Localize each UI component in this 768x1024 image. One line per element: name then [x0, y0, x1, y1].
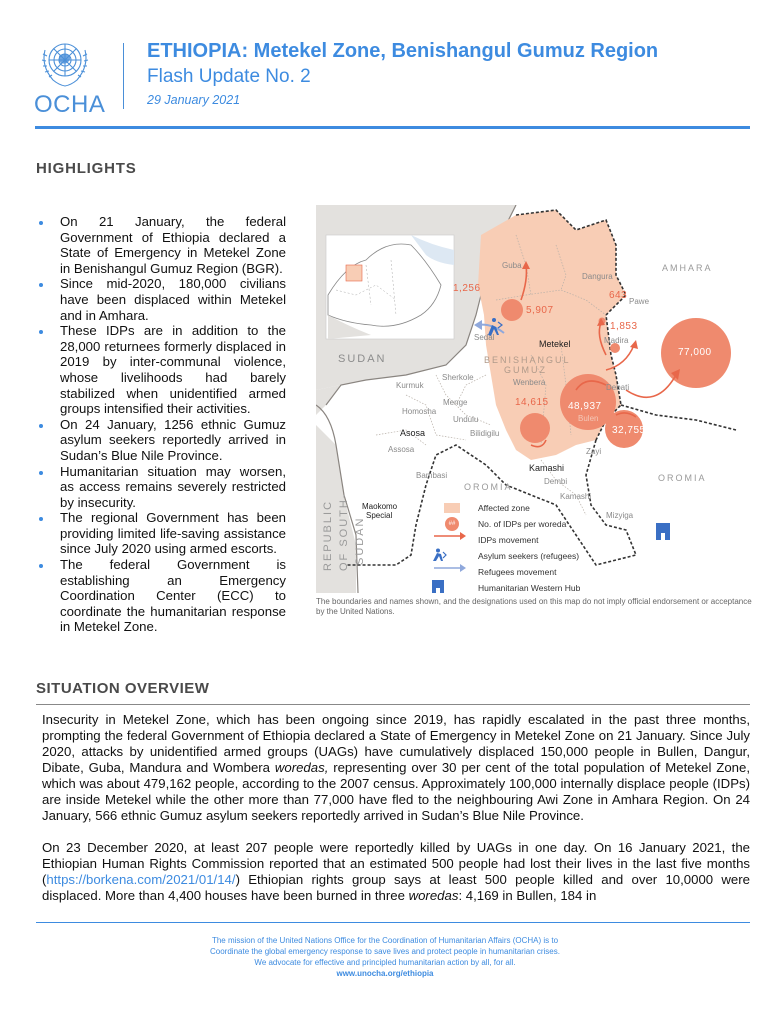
- publication-date: 29 January 2021: [147, 93, 241, 107]
- label-guba: Guba: [502, 261, 522, 270]
- label-oromia-west: OROMIA: [464, 482, 513, 492]
- label-south-sudan-1: REPUBLIC: [322, 499, 334, 571]
- situation-body: [42, 712, 750, 920]
- footer-line-2: Coordinate the global emergency response to save lives and protect people in humanitarian crises.: [210, 947, 560, 956]
- footer-line-1: The mission of the United Nations Office for the Coordination of Humanitarian Affairs (OCHA) is to: [211, 936, 559, 945]
- label-sudan: SUDAN: [338, 353, 387, 365]
- figure-debati: 32,755: [612, 425, 646, 436]
- hub-map-icon: [656, 523, 670, 540]
- map-disclaimer: The boundaries and names shown, and the designations used on this map do not imply official endorsement or acceptance by the United Nations.: [316, 597, 752, 616]
- idp-circle-icon: ##: [445, 517, 459, 531]
- figure-amhara: 77,000: [678, 347, 712, 358]
- figure-bulen: 48,937: [568, 401, 602, 412]
- label-dangura: Dangura: [582, 272, 613, 281]
- label-dembi: Dembi: [544, 477, 568, 486]
- idp-arrow-icon: [432, 532, 468, 540]
- label-pawe: Pawe: [629, 297, 650, 306]
- un-emblem-icon: [37, 36, 93, 90]
- page-title: ETHIOPIA: Metekel Zone, Benishangul Gumuz Region: [147, 40, 659, 62]
- legend-affected-zone: Affected zone: [432, 500, 580, 516]
- label-gumuz: GUMUZ: [504, 365, 547, 375]
- legend-refugee-movement: Refugees movement: [432, 564, 580, 580]
- asylum-seeker-icon: [432, 548, 448, 562]
- legend-idp-count: ## No. of IDPs per woreda: [432, 516, 580, 532]
- label-homosha: Homosha: [402, 407, 437, 416]
- label-metekel: Metekel: [539, 339, 571, 349]
- label-wenbera: Wenbera: [513, 378, 546, 387]
- label-sherkole: Sherkole: [442, 373, 474, 382]
- highlight-item: Since mid-2020, 180,000 civilians have been displaced within Metekel and in Amhara.: [36, 276, 286, 323]
- highlight-item: On 21 January, the federal Government of Ethiopia declared a State of Emergency in Metekel Zone in Benishangul Gumuz Region (BGR).: [36, 214, 286, 276]
- label-menge: Menge: [443, 398, 468, 407]
- borkena-link[interactable]: https://borkena.com/2021/01/14/: [46, 872, 236, 887]
- highlight-item: The federal Government is establishing an Emergency Coordination Center (ECC) to coordinate the humanitarian response in Metekel Zone.: [36, 557, 286, 635]
- document-header: [0, 0, 768, 135]
- map-legend: [432, 500, 580, 593]
- label-assosa: Assosa: [388, 445, 415, 454]
- legend-asylum-seekers: Asylum seekers (refugees): [432, 548, 580, 564]
- highlights-heading: HIGHLIGHTS: [36, 160, 137, 177]
- label-kamashi: Kamashi: [560, 492, 592, 501]
- situation-heading: SITUATION OVERVIEW: [36, 680, 210, 697]
- ocha-logo: [32, 36, 104, 116]
- label-south-sudan-3: SUDAN: [354, 516, 366, 565]
- label-bulen: Bulen: [578, 414, 599, 423]
- label-benishangul: BENISHANGUL: [484, 355, 571, 365]
- refugee-arrow-icon: [432, 564, 468, 572]
- label-kurmuk: Kurmuk: [396, 381, 424, 390]
- label-south-sudan-2: OF SOUTH-: [338, 492, 350, 571]
- label-maokomo-special: Special: [366, 511, 393, 520]
- label-amhara: AMHARA: [662, 263, 713, 273]
- highlight-item: The regional Government has been providing limited life-saving assistance since July 2020 using armed escorts.: [36, 510, 286, 557]
- label-kamashi-zone: Kamashi: [529, 463, 565, 473]
- label-oromia-east: OROMIA: [658, 473, 707, 483]
- mission-footer: [120, 935, 650, 979]
- header-rule: [35, 126, 750, 129]
- label-asosa: Asosa: [400, 428, 426, 438]
- label-sedal: Sedal: [474, 333, 495, 342]
- highlight-item: On 24 January, 1256 ethnic Gumuz asylum seekers reportedly arrived in Sudan’s Blue Nile Province.: [36, 417, 286, 464]
- metekel-map: [316, 205, 752, 593]
- legend-humanitarian-hub: Humanitarian Western Hub: [432, 580, 580, 593]
- situation-rule: [36, 704, 750, 705]
- header-divider: [123, 43, 124, 109]
- figure-guba: 5,907: [526, 305, 554, 316]
- figure-sedal-refugees: 1,256: [453, 283, 481, 294]
- affected-zone-swatch-icon: [444, 503, 460, 513]
- figure-madira: 1,853: [610, 321, 638, 332]
- label-bambasi: Bambasi: [416, 471, 448, 480]
- highlight-item: These IDPs are in addition to the 28,000 returnees formerly displaced in 2019 by inter-communal violence, whose livelihoods had barely stabilized when unidentified armed groups intensified their activities.: [36, 323, 286, 417]
- footer-url-link[interactable]: www.unocha.org/ethiopia: [336, 969, 434, 978]
- label-zayi: Zayi: [586, 447, 602, 456]
- label-madira: Madira: [604, 336, 629, 345]
- hub-icon: [432, 580, 444, 593]
- label-undulu: Undulu: [453, 415, 479, 424]
- label-maokomo: Maokomo: [362, 502, 398, 511]
- highlight-item: Humanitarian situation may worsen, as access remains severely restricted by insecurity.: [36, 464, 286, 511]
- figure-wenbera: 14,615: [515, 397, 549, 408]
- footer-line-3: We advocate for effective and principled humanitarian action by all, for all.: [254, 958, 516, 967]
- label-debati: Debati: [606, 383, 630, 392]
- label-bilidigilu: Bilidigilu: [470, 429, 500, 438]
- ocha-wordmark: OCHA: [34, 91, 106, 118]
- figure-dangura: 643: [609, 290, 628, 301]
- label-mizyiga: Mizyiga: [606, 511, 634, 520]
- footer-rule: [36, 922, 750, 923]
- legend-idp-movement: IDPs movement: [432, 532, 580, 548]
- page-subtitle: Flash Update No. 2: [147, 66, 311, 87]
- situation-paragraph-1: Insecurity in Metekel Zone, which has been ongoing since 2019, has rapidly escalated in the past three months, prompting the federal Government of Ethiopia declared a State of Emergency in Metekel Zone on 21 January. Since July 2020, attacks by unidentified armed groups (UAGs) have cumulatively displaced 150,000 people in Bullen, Dangur, Dibate, Guba, Mandura and Wombera woredas, representing over 30 per cent of the total population of Metekel Zone, which was about 479,162 people, according to the 2007 census. Approximately 100,000 internally displace people (IDPs) are inside Metekel while the other more than 77,000 have fled to the neighbouring Awi Zone in Amhara Region. On 24 January, 566 ethnic Gumuz asylum seekers reportedly arrived in Sudan’s Blue Nile Province.: [42, 712, 750, 823]
- situation-paragraph-2: On 23 December 2020, at least 207 people were reportedly killed by UAGs in one day. On 16 January 2021, the Ethiopian Human Rights Commission reported that an estimated 500 people had lost their lives in the last five months (https://borkena.com/2021/01/14/) Ethiopian rights group says at least 500 people killed and over 10,0000 were displaced. More than 4,400 houses have been burned in three woredas: 4,169 in Bullen, 184 in: [42, 840, 750, 903]
- highlights-list: [36, 214, 286, 635]
